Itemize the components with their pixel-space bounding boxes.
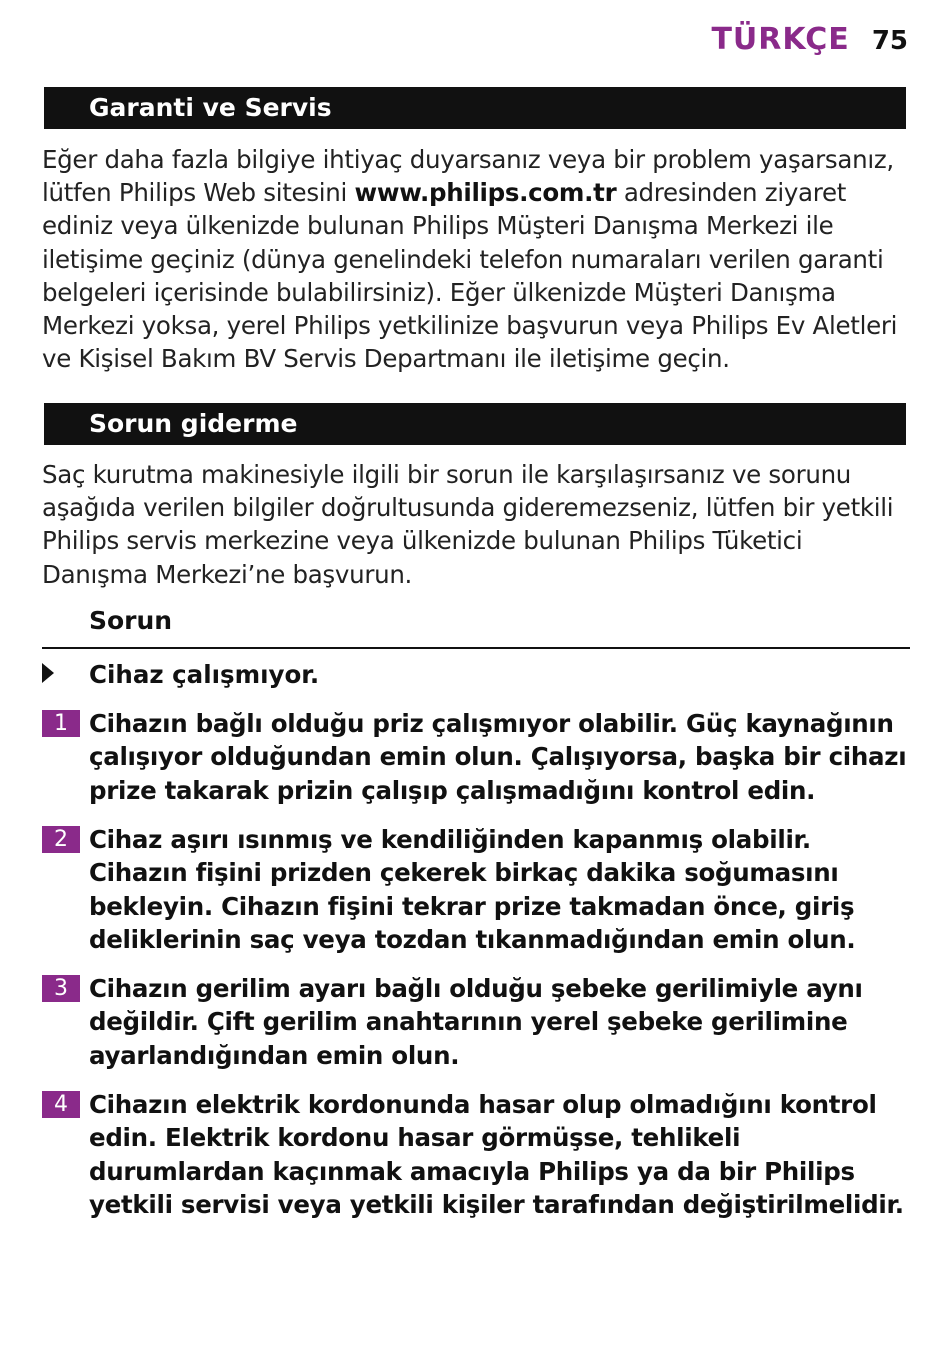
problem-text: Cihaz çalışmıyor.	[89, 660, 320, 689]
warranty-text-before: Eğer daha fazla bilgiye ihtiyaç duyarsanız veya bir problem yaşarsanız, lütfen Philips Web sitesini	[42, 145, 894, 208]
problem-row	[42, 658, 910, 691]
step-number-badge: 1	[42, 710, 80, 737]
page-header	[711, 22, 908, 57]
solution-step-3	[42, 972, 910, 1072]
philips-url-link[interactable]: www.philips.com.tr	[354, 178, 617, 208]
arrow-bullet-icon	[42, 663, 54, 683]
section-title-troubleshooting: Sorun giderme	[44, 403, 906, 445]
step-text: Cihaz aşırı ısınmış ve kendiliğinden kapanmış olabilir. Cihazın fişini prizden çekerek birkaç dakika soğumasını bekleyin. Cihazın fişini tekrar prize takmadan önce, giriş deliklerinin saç veya tozdan tıkanmadığından emin olun.	[89, 825, 856, 955]
page-number: 75	[871, 26, 908, 56]
troubleshooting-intro: Saç kurutma makinesiyle ilgili bir sorun ile karşılaşırsanız ve sorunu aşağıda verilen bilgiler doğrultusunda gideremezseniz, lütfen bir yetkili Philips servis merkezine veya ülkenizde bulunan Philips Tüketici Danışma Merkezi’ne başvurun.	[42, 460, 894, 589]
step-number-badge: 3	[42, 975, 80, 1002]
warranty-paragraph	[42, 143, 910, 375]
step-text: Cihazın elektrik kordonunda hasar olup olmadığını kontrol edin. Elektrik kordonu hasar görmüşse, tehlikeli durumlardan kaçınmak amacıyla Philips ya da bir Philips yetkili servisi veya yetkili kişiler tarafından değiştirilmelidir.	[89, 1090, 904, 1220]
step-text: Cihazın gerilim ayarı bağlı olduğu şebeke gerilimiyle aynı değildir. Çift gerilim anahtarının yerel şebeke gerilimine ayarlandığından emin olun.	[89, 974, 863, 1070]
step-text: Cihazın bağlı olduğu priz çalışmıyor olabilir. Güç kaynağının çalışıyor olduğundan emin olun. Çalışıyorsa, başka bir cihazı prize takarak prizin çalışıp çalışmadığını kontrol edin.	[89, 709, 907, 805]
step-number-badge: 2	[42, 826, 80, 853]
warranty-text-after: adresinden ziyaret ediniz veya ülkenizde bulunan Philips Müşteri Danışma Merkezi ile iletişime geçiniz (dünya genelindeki telefon numaraları verilen garanti belgeleri içerisinde bulabilirsiniz). Eğer ülkenizde Müşteri Danışma Merkezi yoksa, yerel Philips yetkilinize başvurun veya Philips Ev Aletleri ve Kişisel Bakım BV Servis Departmanı ile iletişime geçin.	[42, 178, 898, 374]
solution-step-4	[42, 1088, 910, 1222]
solution-step-1	[42, 707, 910, 807]
column-header-problem: Sorun	[89, 606, 173, 635]
language-label: TÜRKÇE	[711, 22, 850, 57]
solution-step-2	[42, 823, 910, 957]
step-number-badge: 4	[42, 1091, 80, 1118]
divider-rule	[42, 647, 910, 649]
section-title-warranty: Garanti ve Servis	[44, 87, 906, 129]
